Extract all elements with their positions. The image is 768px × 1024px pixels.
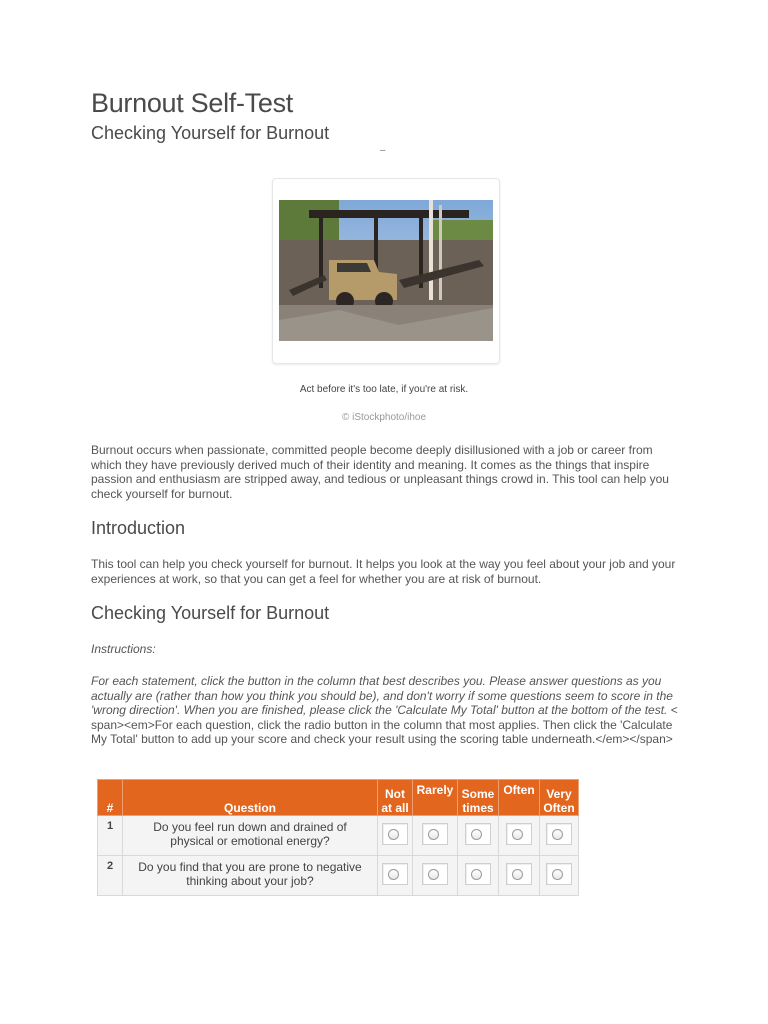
col-number-header: # [98, 780, 123, 816]
radio-very-often[interactable] [546, 863, 572, 885]
radio-not-at-all[interactable] [382, 863, 408, 885]
col-question-header: Question [123, 780, 378, 816]
checking-heading: Checking Yourself for Burnout [91, 603, 330, 623]
burned-truck-photo [279, 200, 493, 341]
row-number: 1 [98, 816, 123, 856]
radio-rarely[interactable] [422, 863, 448, 885]
question-text: Do you feel run down and drained of physical or emotional energy? [123, 816, 378, 856]
instructions-label: Instructions: [91, 642, 156, 656]
burnout-test-table [97, 779, 579, 896]
question-text: Do you find that you are prone to negative thinking about your job? [123, 856, 378, 896]
photo-illustration [279, 200, 493, 341]
radio-sometimes[interactable] [465, 863, 491, 885]
introduction-heading: Introduction [91, 518, 186, 538]
radio-not-at-all[interactable] [382, 823, 408, 845]
photo-figure [272, 178, 500, 364]
intro-paragraph: Burnout occurs when passionate, committed people become deeply disillusioned with a job or career from which they have previously derived much of their identity and meaning. It comes as the things that inspire passion and enthusiasm are stripped away, and tedious or unpleasant things crowd in. This tool can help you check yourself for burnout. [91, 443, 669, 501]
instructions-italic: For each statement, click the button in the column that best describes you. Please answer questions as you actually are (rather than how you think you should be), and don't worry if some questions seem to score in the 'wrong direction'. When you are finished, please click the 'Calculate My Total' button at the bottom of the test. [91, 674, 673, 717]
row-number: 2 [98, 856, 123, 896]
instructions-plain: < span><em>For each question, click the radio button in the column that most applies. Then click the 'Calculate My Total' button to add up your score and check your result using the scoring table underneath.</em></span> [91, 703, 678, 746]
col-sometimes-header: Some times [458, 780, 499, 816]
table-row [98, 816, 579, 856]
page-subtitle: Checking Yourself for Burnout [91, 123, 330, 143]
instructions-text [91, 674, 681, 747]
radio-often[interactable] [506, 823, 532, 845]
col-very-often-header: Very Often [540, 780, 579, 816]
introduction-text: This tool can help you check yourself for burnout. It helps you look at the way you feel about your job and your experiences at work, so that you can get a feel for whether you are at risk of burnout. [91, 557, 676, 586]
col-often-header: Often [499, 780, 540, 816]
photo-credit: © iStockphoto/ihoe [341, 412, 427, 423]
separator-dash: – [380, 145, 386, 156]
col-rarely-header: Rarely [413, 780, 458, 816]
table-row [98, 856, 579, 896]
page-title: Burnout Self-Test [91, 88, 294, 118]
radio-rarely[interactable] [422, 823, 448, 845]
radio-often[interactable] [506, 863, 532, 885]
radio-very-often[interactable] [546, 823, 572, 845]
col-not-at-all-header: Not at all [378, 780, 413, 816]
radio-sometimes[interactable] [465, 823, 491, 845]
photo-caption: Act before it's too late, if you're at risk. [299, 384, 469, 395]
